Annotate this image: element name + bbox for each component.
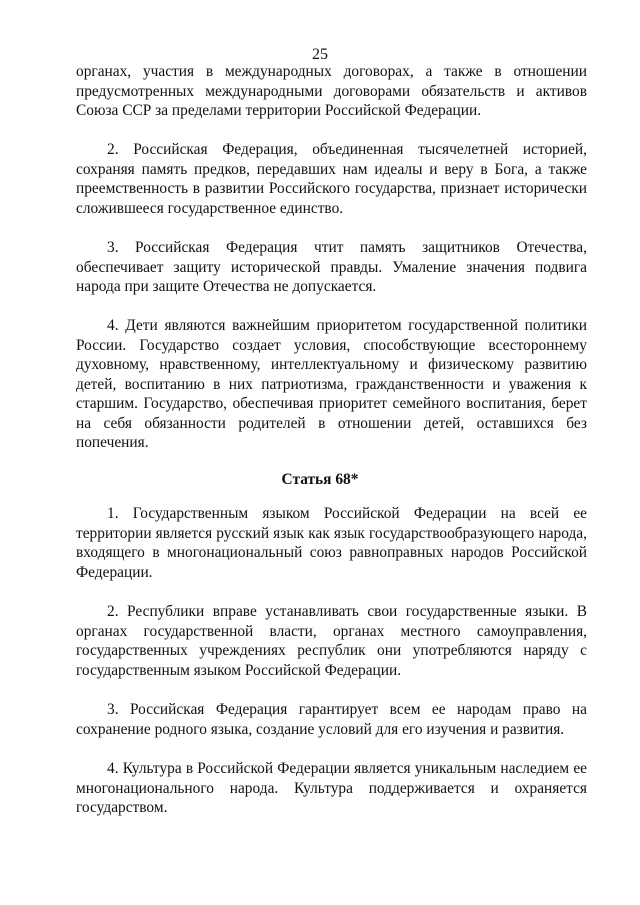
article-paragraph-1: 1. Государственным языком Российской Федерации на всей ее территории является русский язык как язык государствообразующего народа, входящего в многонациональный союз равноправных народов Российской Федерации.: [76, 505, 587, 581]
paragraph-item-2: 2. Российская Федерация, объединенная тысячелетней историей, сохраняя память предков, передавших нам идеалы и веру в Бога, а также преемственность в развитии Российского государства, признает исторически сложившееся государственное единство.: [76, 141, 587, 217]
page-number: 25: [312, 46, 328, 63]
article-paragraph-4: 4. Культура в Российской Федерации является уникальным наследием ее многонационального народа. Культура поддерживается и охраняется государством.: [76, 760, 587, 816]
article-heading: Статья 68*: [281, 471, 359, 488]
paragraph-continuation: органах, участия в международных договорах, а также в отношении предусмотренных международными договорами обязательств и активов Союза ССР за пределами территории Российской Федерации.: [76, 63, 587, 119]
paragraph-item-3: 3. Российская Федерация чтит память защитников Отечества, обеспечивает защиту исторической правды. Умаление значения подвига народа при защите Отечества не допускается.: [76, 239, 587, 295]
article-paragraph-3: 3. Российская Федерация гарантирует всем ее народам право на сохранение родного языка, создание условий для его изучения и развития.: [76, 701, 587, 738]
article-paragraph-2: 2. Республики вправе устанавливать свои государственные языки. В органах государственной власти, органах местного самоуправления, государственных учреждениях республик они употребляются наряду с государственным языком Российской Федерации.: [76, 603, 587, 679]
paragraph-item-4: 4. Дети являются важнейшим приоритетом государственной политики России. Государство создает условия, способствующие всестороннему духовному, нравственному, интеллектуальному и физическому развитию детей, воспитанию в них патриотизма, гражданственности и уважения к старшим. Государство, обеспечивая приоритет семейного воспитания, берет на себя обязанности родителей в отношении детей, оставшихся без попечения.: [76, 317, 587, 451]
